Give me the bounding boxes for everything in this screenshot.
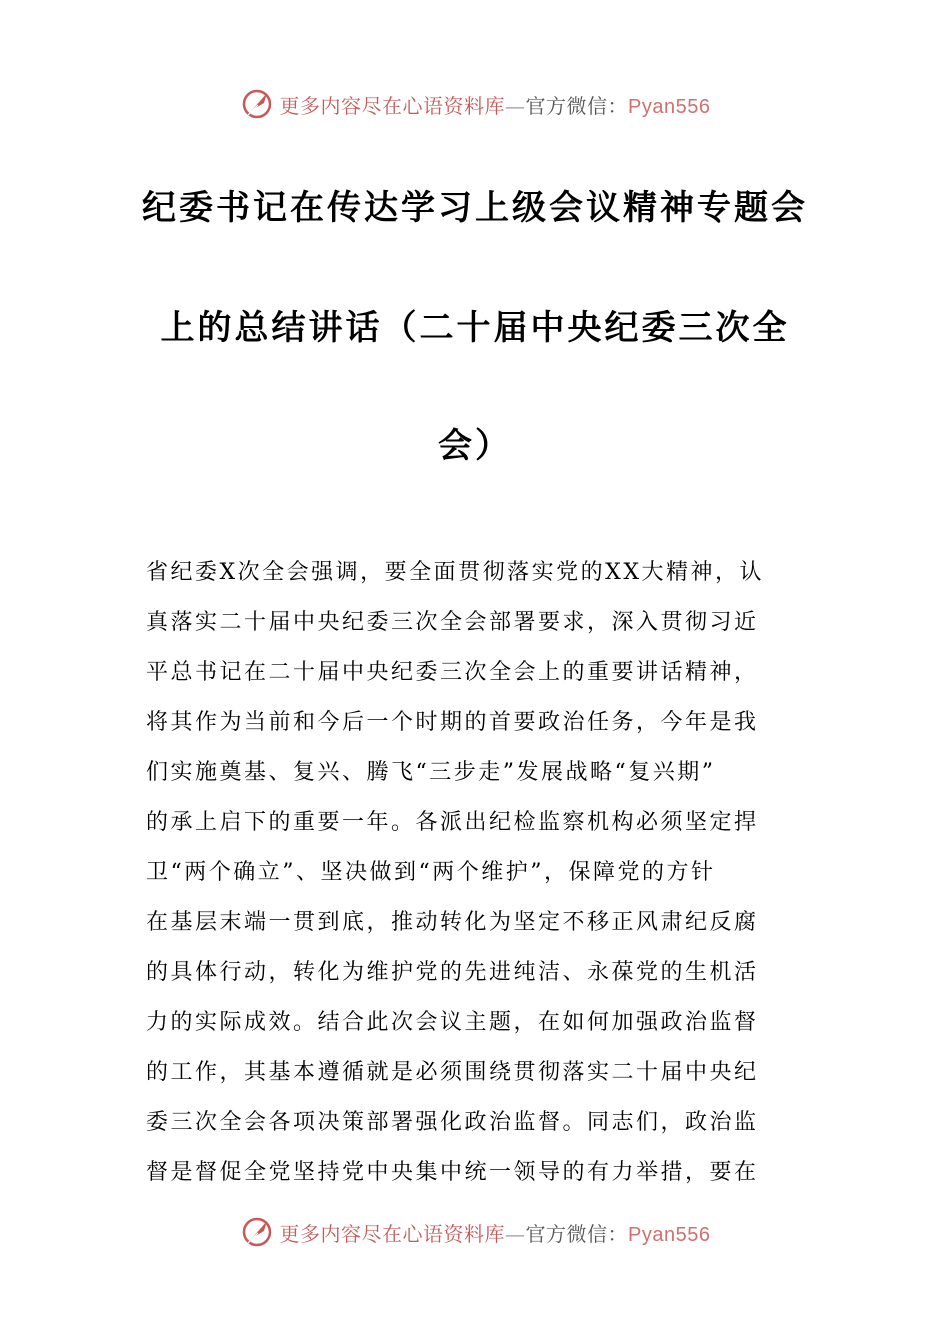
watermark-main: 更多内容尽在心语资料库 <box>279 1221 506 1246</box>
body-line: 委三次全会各项决策部署强化政治监督。同志们，政治监 <box>146 1110 759 1135</box>
body-line: 卫“两个确立”、坚决做到“两个维护”，保障党的方针 <box>146 860 716 885</box>
title-line-2: 上的总结讲话（二十届中央纪委三次全 <box>160 308 790 348</box>
watermark-wechat-label: 官方微信： <box>525 93 629 118</box>
watermark-header <box>0 84 950 124</box>
watermark-text <box>280 1218 711 1247</box>
watermark-dash: — <box>505 1221 526 1246</box>
body-line: 们实施奠基、复兴、腾飞“三步走”发展战略“复兴期” <box>146 760 716 785</box>
quill-logo-icon <box>240 87 274 121</box>
title-line-3: 会） <box>438 426 512 466</box>
watermark-dash: — <box>505 93 526 118</box>
body-paragraph <box>146 548 808 1198</box>
body-line: 真落实二十届中央纪委三次全会部署要求，深入贯彻习近 <box>146 610 759 635</box>
body-line: 督是督促全党坚持党中央集中统一领导的有力举措，要在 <box>146 1160 759 1185</box>
watermark-main: 更多内容尽在心语资料库 <box>279 93 506 118</box>
watermark-wechat-label: 官方微信： <box>525 1221 629 1246</box>
body-line: 平总书记在二十届中央纪委三次全会上的重要讲话精神， <box>146 660 759 685</box>
watermark-footer <box>0 1212 950 1252</box>
body-line: 的具体行动，转化为维护党的先进纯洁、永葆党的生机活 <box>146 960 759 985</box>
body-line: 力的实际成效。结合此次会议主题，在如何加强政治监督 <box>146 1010 759 1035</box>
watermark-wechat-id: Pyan556 <box>628 1223 711 1246</box>
body-line: 的承上启下的重要一年。各派出纪检监察机构必须坚定捍 <box>146 810 759 835</box>
body-line: 将其作为当前和今后一个时期的首要政治任务，今年是我 <box>146 710 759 735</box>
watermark-text <box>280 90 711 119</box>
body-line: 省纪委X次全会强调，要全面贯彻落实党的XX大精神，认 <box>146 560 764 585</box>
title-line-1: 纪委书记在传达学习上级会议精神专题会 <box>142 188 808 228</box>
body-line: 的工作，其基本遵循就是必须围绕贯彻落实二十届中央纪 <box>146 1060 759 1085</box>
body-line: 在基层末端一贯到底，推动转化为坚定不移正风肃纪反腐 <box>146 910 759 935</box>
quill-logo-icon <box>240 1215 274 1249</box>
watermark-wechat-id: Pyan556 <box>628 95 711 118</box>
